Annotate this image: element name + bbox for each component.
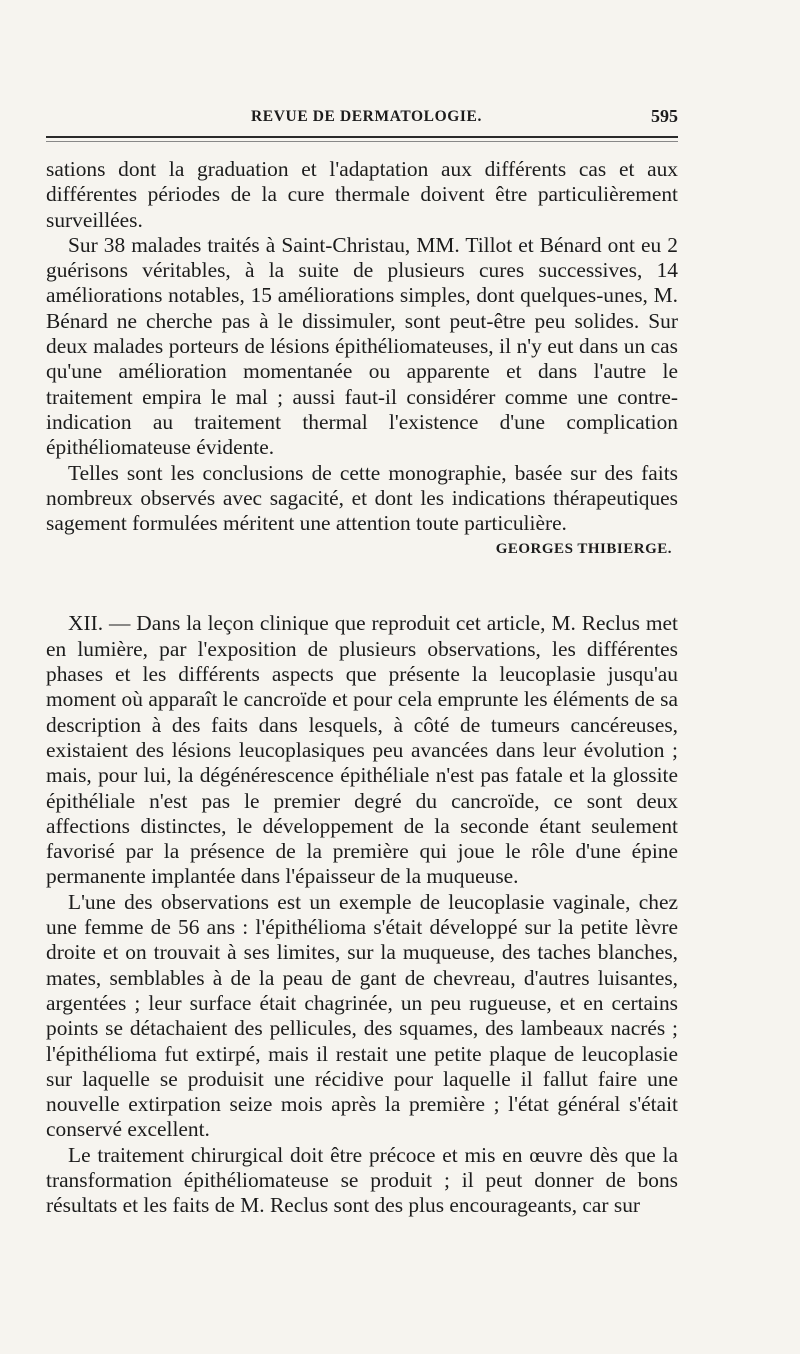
header-rule-thin [46, 141, 678, 142]
paragraph-4: XII. — Dans la leçon clinique que reproduit cet article, M. Reclus met en lumière, par l'exposition de plusieurs observations, les différentes phases et les différents aspects que présente la leucoplasie jusqu'au moment où apparaît le cancroïde et pour cela emprunte les éléments de sa description à des faits dans lesquels, à côté de tumeurs cancéreuses, existaient des lésions leucoplasiques peu avancées dans leur évolution ; mais, pour lui, la dégénérescence épithéliale n'est pas fatale et la glossite épithéliale n'est pas le premier degré du cancroïde, ce sont deux affections distinctes, le développement de la seconde étant seulement favorisé par la présence de la première qui joue le rôle d'une épine permanente implantée dans l'épaisseur de la muqueuse. [46, 611, 678, 889]
paragraph-2: Sur 38 malades traités à Saint-Christau, MM. Tillot et Bénard ont eu 2 guérisons véritables, à la suite de plusieurs cures successives, 14 améliorations notables, 15 améliorations simples, dont quelques-unes, M. Bénard ne cherche pas à le dissimuler, sont peut-être peu solides. Sur deux malades porteurs de lésions épithéliomateuses, il n'y eut dans un cas qu'une amélioration momentanée ou apparente et dans l'autre le traitement empira le mal ; aussi faut-il considérer comme une contre-indication au traitement thermal l'existence d'une complication épithéliomateuse évidente. [46, 232, 678, 460]
page-number: 595 [651, 106, 678, 126]
header-rule [46, 136, 678, 138]
author-signature: GEORGES THIBIERGE. [495, 541, 672, 558]
paragraph-1: sations dont la graduation et l'adaptation aux différents cas et aux différentes périodes de la cure thermale doivent être particulièrement surveillées. [46, 157, 678, 232]
paragraph-3: Telles sont les conclusions de cette monographie, basée sur des faits nombreux observés avec sagacité, et dont les indications thérapeutiques sagement formulées méritent une attention toute particulière. [46, 460, 678, 536]
paragraph-5: L'une des observations est un exemple de leucoplasie vaginale, chez une femme de 56 ans : l'épithélioma s'était développé sur la petite lèvre droite et on trouvait à ses limites, sur la muqueuse, des taches blanches, mates, semblables à de la peau de gant de chevreau, d'autres luisantes, argentées ; leur surface était chagrinée, un peu rugueuse, et en certains points se détachaient des pellicules, des squames, des lambeaux nacrés ; l'épithélioma fut extirpé, mais il restait une petite plaque de leucoplasie sur laquelle se produisit une récidive pour laquelle il fallut faire une nouvelle extirpation seize mois après la première ; l'état général s'était conservé excellent. [46, 889, 678, 1142]
paragraph-6: Le traitement chirurgical doit être précoce et mis en œuvre dès que la transformation épithéliomateuse se produit ; il peut donner de bons résultats et les faits de M. Reclus sont des plus encourageants, car sur [46, 1142, 678, 1218]
running-title: REVUE DE DERMATOLOGIE. [251, 108, 482, 125]
page-header [46, 106, 678, 130]
section-gap [46, 560, 678, 611]
body-text [46, 157, 678, 1219]
